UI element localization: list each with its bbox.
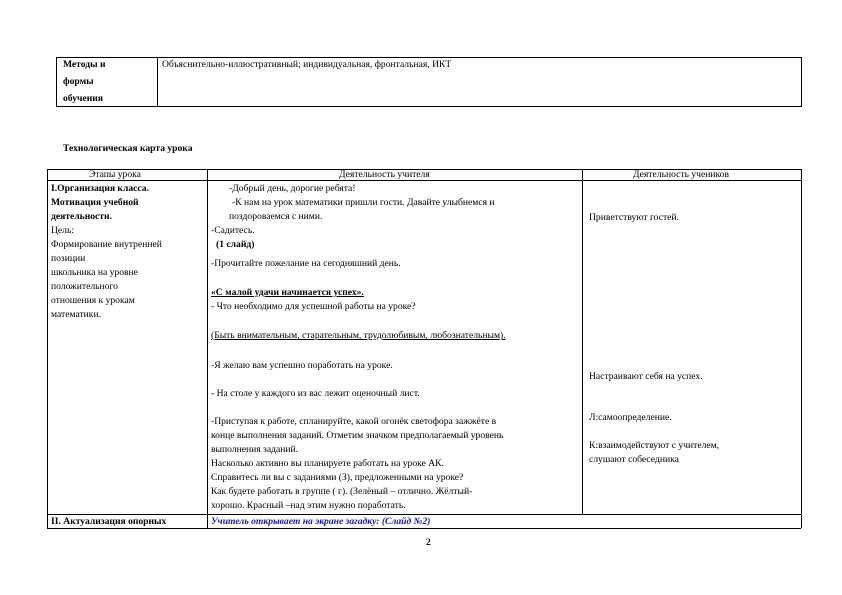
stage1-title-line: деятельности. xyxy=(51,211,112,222)
stage2-teacher: Учитель открывает на экране загадку: (Слайд №2) xyxy=(211,516,431,527)
section-title: Технологическая карта урока xyxy=(63,143,193,154)
stage1-goal-line: математики. xyxy=(51,309,102,320)
student-line: Приветствуют гостей. xyxy=(589,212,679,223)
teacher-motto: «С малой удачи начинается успех». xyxy=(211,287,364,298)
teacher-line: хорошо. Красный –над этим нужно поработать. xyxy=(211,500,406,511)
student-line: слушают собеседника xyxy=(589,454,679,465)
stage1-goal-line: позиции xyxy=(51,253,86,264)
teacher-answer: (Быть внимательным, старательным, трудолюбивым, любознательным). xyxy=(211,330,506,341)
stage1-goal-line: отношения к урокам xyxy=(51,295,135,306)
stage1-goal-label: Цель: xyxy=(51,225,75,236)
methods-label-line: Методы и xyxy=(63,59,106,70)
teacher-line: -Я желаю вам успешно поработать на уроке. xyxy=(211,360,393,371)
stage1-title-line: I.Организация класса. xyxy=(51,183,149,194)
header-teacher-activity: Деятельность учителя xyxy=(339,169,430,180)
teacher-line: -Прочитайте пожелание на сегодняшний день. xyxy=(211,258,401,269)
teacher-slide-ref: (1 слайд) xyxy=(216,239,255,250)
teacher-line: - Что необходимо для успешной работы на уроке? xyxy=(211,301,416,312)
teacher-line: -К нам на урок математики пришли гости. Давайте улыбнемся и xyxy=(232,197,495,208)
methods-label-line: формы xyxy=(63,76,94,87)
teacher-line: Насколько активно вы планируете работать на уроке АК. xyxy=(211,458,444,469)
teacher-line: Как будете работать в группе ( г). (Зелёный – отлично. Жёлтый- xyxy=(211,486,473,497)
teacher-line: -Добрый день, дорогие ребята! xyxy=(229,183,356,194)
stage1-goal-line: школьника на уровне xyxy=(51,267,138,278)
stage1-goal-line: Формирование внутренней xyxy=(51,239,162,250)
student-line: Л:самоопределение. xyxy=(589,412,672,423)
teacher-line: поздороваемся с ними. xyxy=(229,211,323,222)
teacher-line: -Приступая к работе, спланируйте, какой огонёк светофора зажжёте в xyxy=(211,416,497,427)
teacher-line: конце выполнения заданий. Отметим значком предполагаемый уровень xyxy=(211,430,504,441)
teacher-line: -Садитесь. xyxy=(211,225,255,236)
student-line: Настраивают себя на успех. xyxy=(589,371,703,382)
methods-label-line: обучения xyxy=(63,93,103,104)
stage1-title-line: Мотивация учебной xyxy=(51,197,139,208)
teacher-line: выполнения заданий. xyxy=(211,444,299,455)
header-stages: Этапы урока xyxy=(89,169,141,180)
teacher-line: Справитесь ли вы с заданиями (З), предложенными на уроке? xyxy=(211,472,464,483)
methods-value: Объяснительно-иллюстративный; индивидуальная, фронтальная, ИКТ xyxy=(162,59,452,70)
stage1-goal-line: положительного xyxy=(51,281,118,292)
teacher-line: - На столе у каждого из вас лежит оценочный лист. xyxy=(211,388,420,399)
student-line: К:взаимодействуют с учителем, xyxy=(589,440,720,451)
stage2-title: II. Актуализация опорных xyxy=(51,516,167,527)
page-number: 2 xyxy=(426,537,431,548)
header-student-activity: Деятельность учеников xyxy=(633,169,729,180)
